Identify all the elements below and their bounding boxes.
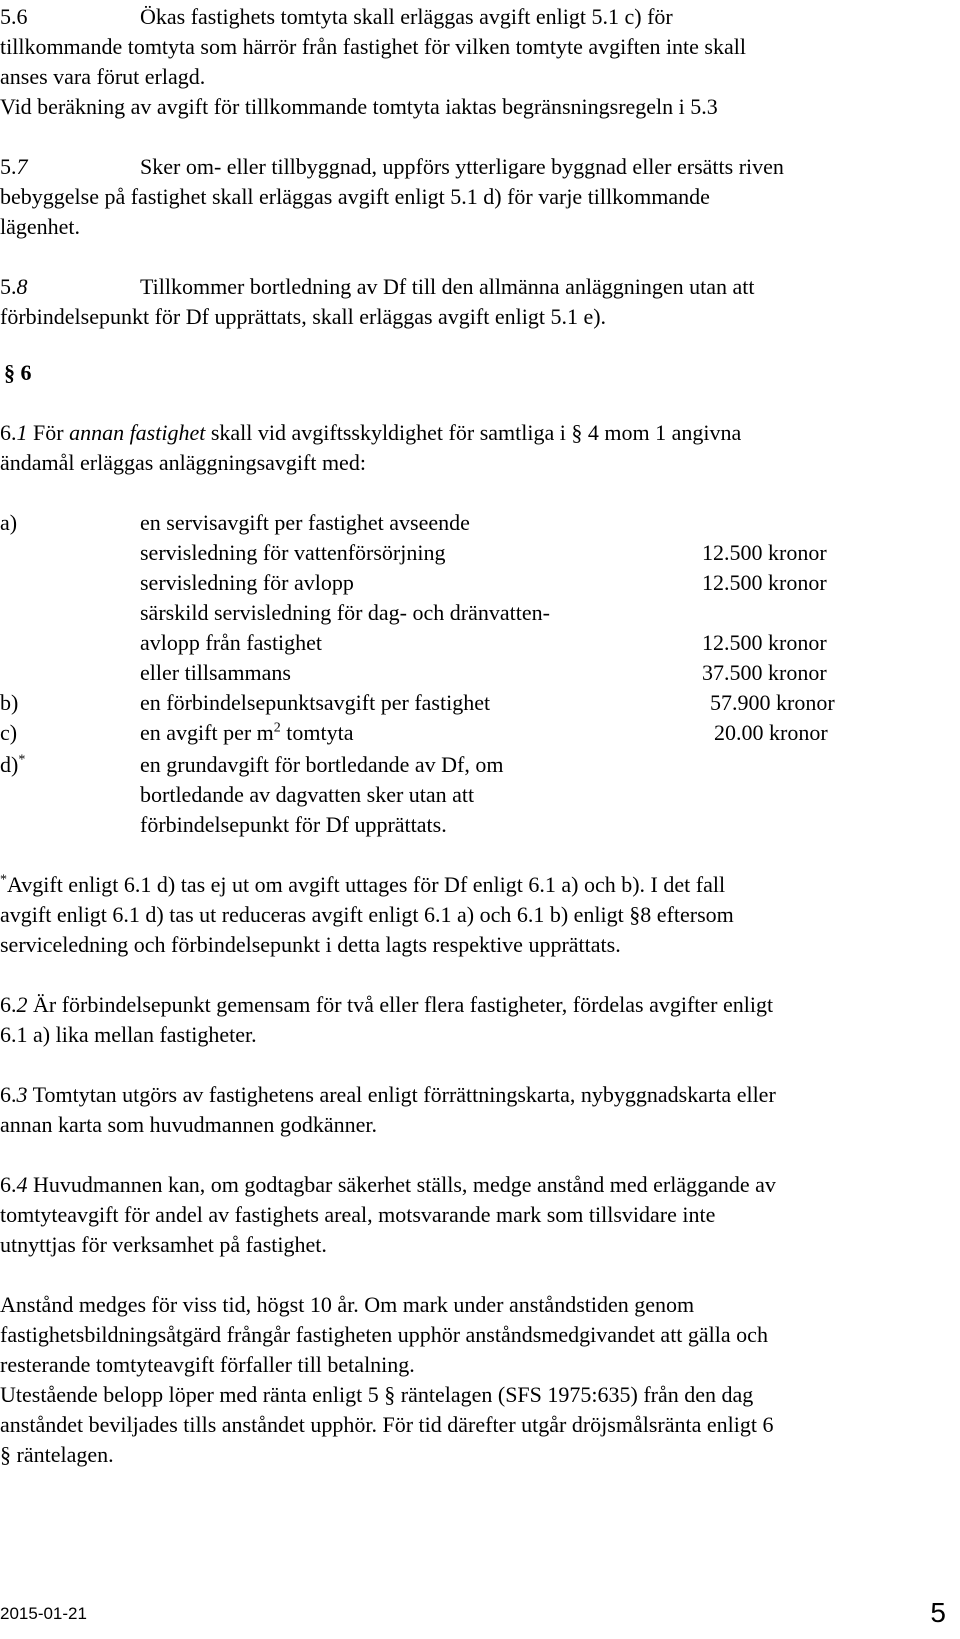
s62-line1: 6.2 Är förbindelsepunkt gemensam för två eller flera fastigheter, fördelas avgifter enligt: [0, 992, 774, 1017]
s56-line1: 5.6 Ökas fastighets tomtyta skall erläggas avgift enligt 5.1 c) för: [0, 2, 673, 32]
s57-line3: lägenhet.: [0, 214, 81, 239]
s58-line1: 5.8 Tillkommer bortledning av Df till den allmänna anläggningen utan att: [0, 272, 754, 302]
section-sign: §: [0, 1442, 11, 1467]
section-sign: §: [4, 360, 15, 385]
item-label-a: a): [0, 510, 18, 535]
section-sign: §: [571, 420, 583, 445]
page-number: 5: [930, 1597, 946, 1628]
item-label-c: c): [0, 720, 18, 745]
s56-line3: anses vara förut erlagd.: [0, 64, 206, 89]
footnote-mark: *: [0, 872, 7, 888]
s61-line2: ändamål erläggas anläggningsavgift med:: [0, 450, 366, 475]
item-label-d: d)*: [0, 752, 26, 777]
fee-amount: 12.500 kronor: [702, 630, 827, 655]
fee-text: särskild servisledning för dag- och dränvatten-: [140, 600, 550, 625]
anstand-line2: fastighetsbildningsåtgärd frångår fastigheten upphör anståndsmedgivandet att gälla och: [0, 1322, 768, 1347]
fee-text: avlopp från fastighet: [140, 630, 323, 655]
s62-line2: 6.1 a) lika mellan fastigheter.: [0, 1022, 257, 1047]
fee-text: en grundavgift för bortledande av Df, om: [140, 752, 504, 777]
fee-amount: 37.500 kronor: [702, 660, 827, 685]
s61-line1: 6.1 För annan fastighet skall vid avgiftsskyldighet för samtliga i § 4 mom 1 angivna: [0, 420, 742, 445]
s63-line2: annan karta som huvudmannen godkänner.: [0, 1112, 377, 1137]
anstand-line4: Utestående belopp löper med ränta enligt 5 § räntelagen (SFS 1975:635) från den dag: [0, 1382, 754, 1407]
s64-line1: 6.4 Huvudmannen kan, om godtagbar säkerhet ställs, medge anstånd med erläggande av: [0, 1172, 776, 1197]
anstand-line5: anståndet beviljades tills anståndet upphör. För tid därefter utgår dröjsmålsränta enligt 6: [0, 1412, 774, 1437]
fee-text: servisledning för avlopp: [140, 570, 354, 595]
s57-line1: 5.7 Sker om- eller tillbyggnad, uppförs ytterligare byggnad eller ersätts riven: [0, 152, 784, 182]
fee-text: en avgift per $m^2$ tomtyta: [140, 720, 354, 745]
anstand-line6: § räntelagen.: [0, 1442, 114, 1467]
fee-text: förbindelsepunkt för Df upprättats.: [140, 812, 447, 837]
fee-text: eller tillsammans: [140, 660, 291, 685]
anstand-line1: Anstånd medges för viss tid, högst 10 år. Om mark under anståndstiden genom: [0, 1292, 695, 1317]
fee-amount: 12.500 kronor: [702, 570, 827, 595]
footnote-line3: serviceledning och förbindelsepunkt i detta lagts respektive upprättats.: [0, 932, 621, 957]
fee-text: en förbindelsepunktsavgift per fastighet: [140, 690, 491, 715]
s64-line3: utnyttjas för verksamhet på fastighet.: [0, 1232, 327, 1257]
footer-date: 2015-01-21: [0, 1604, 87, 1623]
s64-line2: tomtyteavgift för andel av fastighets areal, motsvarande mark som tillsvidare inte: [0, 1202, 716, 1227]
section-number: 5.8: [0, 274, 28, 299]
section-sign: §: [384, 1382, 396, 1407]
s63-line1: 6.3 Tomtytan utgörs av fastighetens areal enligt förrättningskarta, nybyggnadskarta eller: [0, 1082, 776, 1107]
section-number: 5.6: [0, 4, 28, 29]
section-heading: § 6: [4, 360, 32, 385]
s56-line2: tillkommande tomtyta som härrör från fastighet för vilken tomtyte avgiften inte skall: [0, 34, 746, 59]
footnote-line2: avgift enligt 6.1 d) tas ut reduceras avgift enligt 6.1 a) och 6.1 b) enligt §8 eftersom: [0, 902, 734, 927]
footnote-line1: *Avgift enligt 6.1 d) tas ej ut om avgift uttages för Df enligt 6.1 a) och b). I det fall: [0, 872, 726, 897]
section-number: 5.7: [0, 154, 28, 179]
section-sign: §: [629, 902, 641, 927]
item-label-b: b): [0, 690, 19, 715]
s57-line2: bebyggelse på fastighet skall erläggas avgift enligt 5.1 d) för varje tillkommande: [0, 184, 710, 209]
fee-text: bortledande av dagvatten sker utan att: [140, 782, 475, 807]
fee-amount: 12.500 kronor: [702, 540, 827, 565]
fee-text: en servisavgift per fastighet avseende: [140, 510, 470, 535]
anstand-line3: resterande tomtyteavgift förfaller till betalning.: [0, 1352, 415, 1377]
s58-line2: förbindelsepunkt för Df upprättats, skall erläggas avgift enligt 5.1 e).: [0, 304, 607, 329]
fee-amount: 20.00 kronor: [714, 720, 828, 745]
fee-text: servisledning för vattenförsörjning: [140, 540, 446, 565]
fee-amount: 57.900 kronor: [710, 690, 835, 715]
s56-line4: Vid beräkning av avgift för tillkommande tomtyta iaktas begränsningsregeln i 5.3: [0, 94, 718, 119]
